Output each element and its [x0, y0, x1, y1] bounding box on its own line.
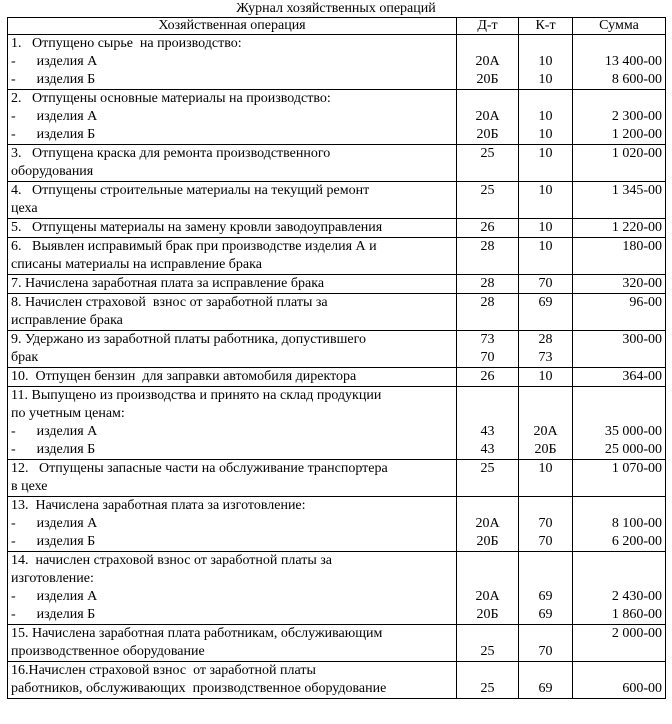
operation-line: 4. Отпущены строительные материалы на текущий ремонт: [11, 183, 370, 198]
operation-line: производственное оборудование: [11, 644, 205, 659]
debit-cell: [457, 145, 519, 182]
sum-line: 180-00: [622, 239, 662, 254]
sum-line: 1 345-00: [611, 183, 662, 198]
credit-cell: [519, 90, 573, 145]
credit-line: 10: [538, 146, 553, 161]
header-debit: Д-т: [457, 18, 519, 35]
debit-line: 43: [480, 424, 495, 439]
operation-cell: [8, 625, 457, 662]
operation-line: по учетным ценам:: [11, 406, 125, 421]
sum-cell: [573, 460, 666, 497]
credit-line: 10: [538, 72, 553, 87]
header-credit: К-т: [519, 18, 573, 35]
operation-line: 3. Отпущена краска для ремонта производственного: [11, 146, 331, 161]
operation-cell: [8, 662, 457, 699]
sum-line: 13 400-00: [604, 54, 662, 69]
operation-cell: [8, 238, 457, 275]
sum-cell: [573, 275, 666, 294]
operation-line: 10. Отпущен бензин для заправки автомобиля директора: [11, 369, 357, 384]
debit-line: 20Б: [476, 607, 499, 622]
table-row: [8, 294, 666, 331]
operation-line: - изделия Б: [11, 72, 96, 87]
table-row: [8, 331, 666, 368]
sum-cell: [573, 219, 666, 238]
operations-table: [7, 17, 666, 699]
table-row: [8, 552, 666, 625]
operation-line: 2. Отпущены основные материалы на производство:: [11, 91, 331, 106]
debit-line: [460, 662, 515, 680]
operation-line: оборудования: [11, 164, 94, 179]
debit-cell: [457, 368, 519, 387]
debit-cell: [457, 460, 519, 497]
debit-line: 20Б: [476, 72, 499, 87]
sum-cell: [573, 35, 666, 90]
operation-cell: [8, 182, 457, 219]
sum-line: 1 070-00: [611, 461, 662, 476]
debit-cell: [457, 625, 519, 662]
operation-line: - изделия А: [11, 516, 98, 531]
sum-line: 364-00: [622, 369, 662, 384]
sum-line: 320-00: [622, 276, 662, 291]
credit-line: 10: [538, 183, 553, 198]
table-row: [8, 35, 666, 90]
sum-line: [576, 643, 662, 661]
credit-line: [522, 497, 569, 515]
operation-cell: [8, 275, 457, 294]
debit-line: 28: [480, 239, 495, 254]
credit-line: 70: [538, 644, 553, 659]
sum-line: [576, 35, 662, 53]
sum-cell: [573, 497, 666, 552]
sum-line: 1 200-00: [611, 127, 662, 142]
operation-line: 8. Начислен страховой взнос от заработной платы за: [11, 295, 328, 310]
debit-line: 73: [480, 332, 495, 347]
debit-line: 20А: [475, 589, 500, 604]
credit-line: [522, 405, 569, 423]
credit-line: 70: [538, 534, 553, 549]
operation-cell: [8, 387, 457, 460]
table-row: [8, 497, 666, 552]
debit-cell: [457, 35, 519, 90]
credit-line: [522, 387, 569, 405]
operation-line: списаны материалы на исправление брака: [11, 257, 262, 272]
credit-line: 10: [538, 127, 553, 142]
sum-cell: [573, 552, 666, 625]
operation-line: брак: [11, 350, 39, 365]
operation-line: - изделия А: [11, 589, 98, 604]
debit-line: 20А: [475, 516, 500, 531]
credit-line: 69: [538, 607, 553, 622]
operation-cell: [8, 497, 457, 552]
debit-cell: [457, 552, 519, 625]
operation-line: исправление брака: [11, 313, 123, 328]
operation-line: - изделия Б: [11, 534, 96, 549]
credit-line: 28: [538, 332, 553, 347]
header-sum: Сумма: [573, 18, 666, 35]
operation-line: - изделия Б: [11, 442, 96, 457]
operation-cell: [8, 35, 457, 90]
credit-line: 10: [538, 461, 553, 476]
debit-line: 28: [480, 276, 495, 291]
operation-line: 14. начислен страховой взнос от заработной платы за: [11, 553, 333, 568]
credit-cell: [519, 387, 573, 460]
credit-cell: [519, 238, 573, 275]
credit-line: 69: [538, 589, 553, 604]
operation-line: 9. Удержано из заработной платы работника, допустившего: [11, 332, 367, 347]
sum-cell: [573, 387, 666, 460]
sum-cell: [573, 662, 666, 699]
operation-line: цеха: [11, 201, 38, 216]
debit-line: 20Б: [476, 127, 499, 142]
credit-cell: [519, 294, 573, 331]
credit-line: 20А: [533, 424, 558, 439]
credit-cell: [519, 662, 573, 699]
debit-cell: [457, 387, 519, 460]
debit-line: 26: [480, 369, 495, 384]
operation-line: - изделия А: [11, 54, 98, 69]
operation-line: - изделия А: [11, 424, 98, 439]
sum-line: [576, 387, 662, 405]
table-row: [8, 90, 666, 145]
credit-line: [522, 662, 569, 680]
credit-line: 69: [538, 295, 553, 310]
debit-line: [460, 35, 515, 53]
credit-cell: [519, 497, 573, 552]
credit-cell: [519, 460, 573, 497]
operation-line: работников, обслуживающих производственное оборудование: [11, 681, 387, 696]
table-row: [8, 275, 666, 294]
credit-cell: [519, 275, 573, 294]
table-row: [8, 387, 666, 460]
operation-line: изготовление:: [11, 571, 94, 586]
credit-line: 10: [538, 239, 553, 254]
sum-line: [576, 552, 662, 570]
operation-line: 16.Начислен страховой взнос от заработной платы: [11, 663, 316, 678]
sum-cell: [573, 90, 666, 145]
debit-line: [460, 497, 515, 515]
credit-line: 10: [538, 220, 553, 235]
debit-line: 43: [480, 442, 495, 457]
operation-cell: [8, 460, 457, 497]
credit-cell: [519, 552, 573, 625]
debit-line: 20А: [475, 54, 500, 69]
sum-cell: [573, 368, 666, 387]
credit-line: 73: [538, 350, 553, 365]
sum-line: 8 100-00: [611, 516, 662, 531]
operation-line: 5. Отпущены материалы на замену кровли заводоуправления: [11, 220, 383, 235]
operation-line: - изделия Б: [11, 127, 96, 142]
table-header-row: [8, 18, 666, 35]
operation-cell: [8, 219, 457, 238]
sum-line: 96-00: [629, 295, 662, 310]
sum-line: 2 430-00: [611, 589, 662, 604]
table-row: [8, 460, 666, 497]
sum-line: 1 020-00: [611, 146, 662, 161]
debit-line: [460, 570, 515, 588]
credit-line: 69: [538, 681, 553, 696]
sum-line: 1 220-00: [611, 220, 662, 235]
sum-cell: [573, 145, 666, 182]
debit-cell: [457, 331, 519, 368]
credit-line: [522, 35, 569, 53]
debit-line: [460, 90, 515, 108]
credit-line: [522, 625, 569, 643]
sum-line: [576, 405, 662, 423]
sum-cell: [573, 625, 666, 662]
credit-cell: [519, 331, 573, 368]
debit-line: 25: [480, 681, 495, 696]
debit-cell: [457, 294, 519, 331]
sum-cell: [573, 294, 666, 331]
credit-line: 20Б: [534, 442, 557, 457]
header-operation: Хозяйственная операция: [8, 18, 457, 35]
credit-cell: [519, 35, 573, 90]
debit-line: [460, 387, 515, 405]
credit-cell: [519, 625, 573, 662]
sum-line: 35 000-00: [604, 424, 662, 439]
credit-line: [522, 570, 569, 588]
sum-line: [576, 570, 662, 588]
sum-line: 2 300-00: [611, 109, 662, 124]
credit-cell: [519, 368, 573, 387]
operation-cell: [8, 331, 457, 368]
table-row: [8, 238, 666, 275]
debit-line: 25: [480, 183, 495, 198]
journal-title: Журнал хозяйственных операций: [236, 1, 436, 16]
operation-line: 7. Начислена заработная плата за исправление брака: [11, 276, 325, 291]
table-body: [8, 35, 666, 699]
debit-cell: [457, 90, 519, 145]
sum-line: 25 000-00: [604, 442, 662, 457]
operation-line: 15. Начислена заработная плата работникам, обслуживающим: [11, 626, 383, 641]
credit-line: [522, 552, 569, 570]
debit-cell: [457, 662, 519, 699]
debit-line: [460, 625, 515, 643]
table-row: [8, 219, 666, 238]
operation-line: в цехе: [11, 479, 48, 494]
operation-line: 6. Выявлен исправимый брак при производстве изделия А и: [11, 239, 377, 254]
debit-line: 28: [480, 295, 495, 310]
debit-cell: [457, 238, 519, 275]
sum-line: [576, 90, 662, 108]
operation-line: 1. Отпущено сырье на производство:: [11, 36, 242, 51]
operation-line: 12. Отпущены запасные части на обслуживание транспортера: [11, 461, 388, 476]
debit-line: 20Б: [476, 534, 499, 549]
table-row: [8, 182, 666, 219]
sum-cell: [573, 238, 666, 275]
debit-line: 25: [480, 461, 495, 476]
sum-line: 6 200-00: [611, 534, 662, 549]
credit-line: [522, 90, 569, 108]
operation-cell: [8, 294, 457, 331]
debit-line: 26: [480, 220, 495, 235]
sum-cell: [573, 182, 666, 219]
debit-cell: [457, 182, 519, 219]
sum-line: 1 860-00: [611, 607, 662, 622]
operation-line: 13. Начислена заработная плата за изготовление:: [11, 498, 306, 513]
sum-line: 300-00: [622, 332, 662, 347]
sum-cell: [573, 331, 666, 368]
operation-cell: [8, 368, 457, 387]
sum-line: 600-00: [622, 681, 662, 696]
table-row: [8, 662, 666, 699]
sum-line: [576, 662, 662, 680]
debit-cell: [457, 275, 519, 294]
operation-line: - изделия Б: [11, 607, 96, 622]
credit-cell: [519, 145, 573, 182]
debit-line: 70: [480, 350, 495, 365]
table-row: [8, 145, 666, 182]
operation-cell: [8, 145, 457, 182]
operation-line: - изделия А: [11, 109, 98, 124]
debit-line: 20А: [475, 109, 500, 124]
credit-cell: [519, 219, 573, 238]
debit-line: 25: [480, 146, 495, 161]
operation-cell: [8, 90, 457, 145]
credit-line: 10: [538, 109, 553, 124]
operation-line: 11. Выпущено из производства и принято на склад продукции: [11, 388, 382, 403]
table-row: [8, 368, 666, 387]
credit-line: 10: [538, 369, 553, 384]
credit-line: 70: [538, 516, 553, 531]
sum-line: 8 600-00: [611, 72, 662, 87]
credit-cell: [519, 182, 573, 219]
credit-line: 10: [538, 54, 553, 69]
debit-line: [460, 552, 515, 570]
table-row: [8, 625, 666, 662]
debit-line: 25: [480, 644, 495, 659]
debit-cell: [457, 219, 519, 238]
credit-line: 70: [538, 276, 553, 291]
debit-line: [460, 405, 515, 423]
operation-cell: [8, 552, 457, 625]
debit-cell: [457, 497, 519, 552]
sum-line: [576, 497, 662, 515]
sum-line: 2 000-00: [611, 626, 662, 641]
